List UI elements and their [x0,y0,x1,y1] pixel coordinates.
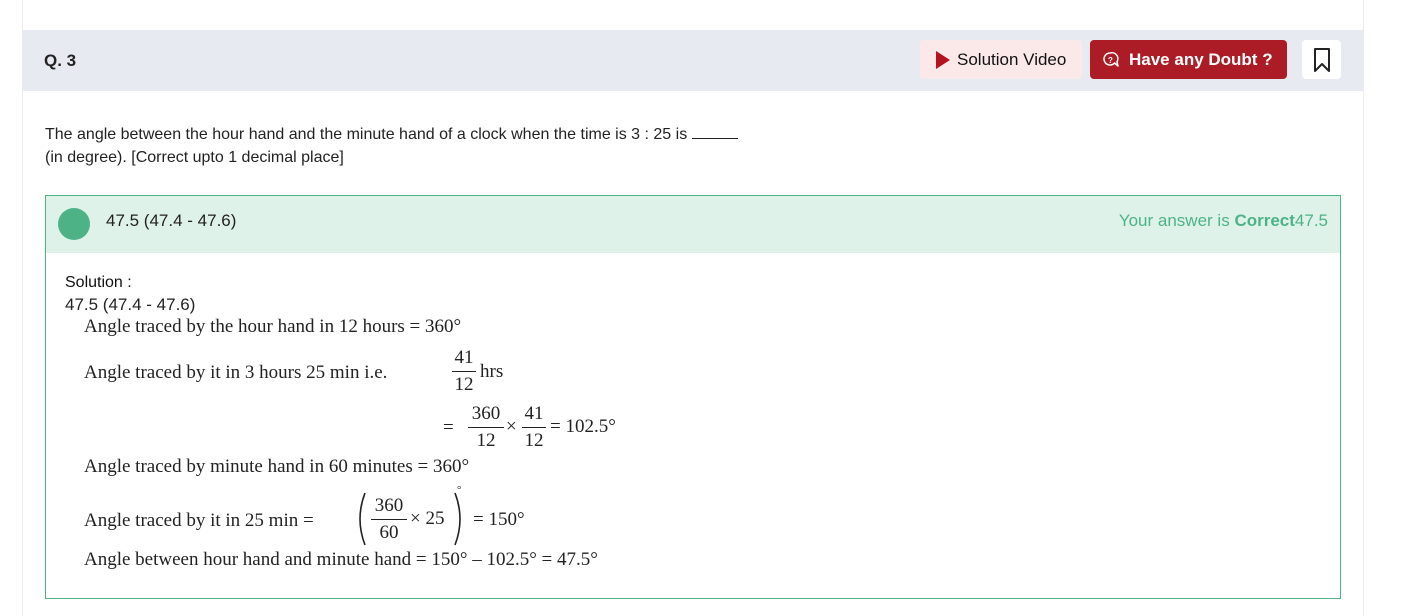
fraction-numerator: 360 [471,403,501,424]
play-icon [936,51,950,69]
have-doubt-label: Have any Doubt ? [1129,49,1273,69]
question-text-after: (in degree). [Correct upto 1 decimal place] [45,149,344,166]
result-status: Correct [1234,211,1295,230]
fraction-numerator: 360 [374,495,404,516]
answer-blank [692,125,738,139]
solution-line-5-result: = 150° [473,509,525,530]
solution-line-5-degree: ° [457,484,462,496]
fraction-denominator: 12 [524,430,544,451]
fraction-360-12 [468,403,504,452]
have-doubt-button[interactable] [1090,40,1287,79]
fraction-bar [371,519,407,520]
solution-line-3-equals: = [443,417,454,438]
fraction-numerator: 41 [524,403,544,424]
result-value: 47.5 [1294,211,1328,230]
question-text [45,123,805,169]
solution-line-2-text: Angle traced by it in 3 hours 25 min i.e. [84,362,388,383]
solution-line-3-result: = 102.5° [550,416,616,437]
solution-video-button[interactable] [920,40,1082,79]
solution-line-5-text: Angle traced by it in 25 min = [84,510,314,531]
fraction-denominator: 12 [476,430,496,451]
fraction-denominator: 12 [454,374,474,395]
solution-line-5-times: × 25 [410,508,445,529]
solution-video-label: Solution Video [957,49,1067,69]
svg-text:?: ? [1108,55,1113,65]
solution-line-4: Angle traced by minute hand in 60 minutes = 360° [84,456,470,477]
solution-line-3-times: × [506,416,517,437]
solution-panel [45,253,1341,599]
bookmark-icon [1313,47,1331,73]
fraction-bar [452,371,476,372]
option-value: 47.5 (47.4 - 47.6) [106,211,237,230]
solution-title: Solution : [65,274,132,291]
doubt-icon [1102,50,1122,70]
solution-line-2-unit: hrs [480,361,504,382]
result-prefix: Your answer is [1118,211,1235,230]
question-number: Q. 3 [44,51,77,70]
bookmark-button[interactable] [1302,40,1341,79]
fraction-bar [468,427,504,428]
solution-line-6: Angle between hour hand and minute hand = 150° – 102.5° = 47.5° [84,549,598,570]
fraction-bar [522,427,546,428]
solution-line-1: Angle traced by the hour hand in 12 hours = 360° [84,316,462,337]
question-text-before: The angle between the hour hand and the minute hand of a clock when the time is 3 : 25 is [45,126,688,143]
fraction-denominator: 60 [379,522,399,543]
fraction-360-60 [371,495,407,544]
solution-range: 47.5 (47.4 - 47.6) [65,295,196,314]
answer-option [45,195,1341,254]
fraction-41-12-b [522,403,546,452]
question-header [22,30,1364,91]
fraction-numerator: 41 [454,347,474,368]
answer-result [1119,211,1328,231]
fraction-41-12 [452,347,476,396]
correct-indicator [58,208,90,240]
